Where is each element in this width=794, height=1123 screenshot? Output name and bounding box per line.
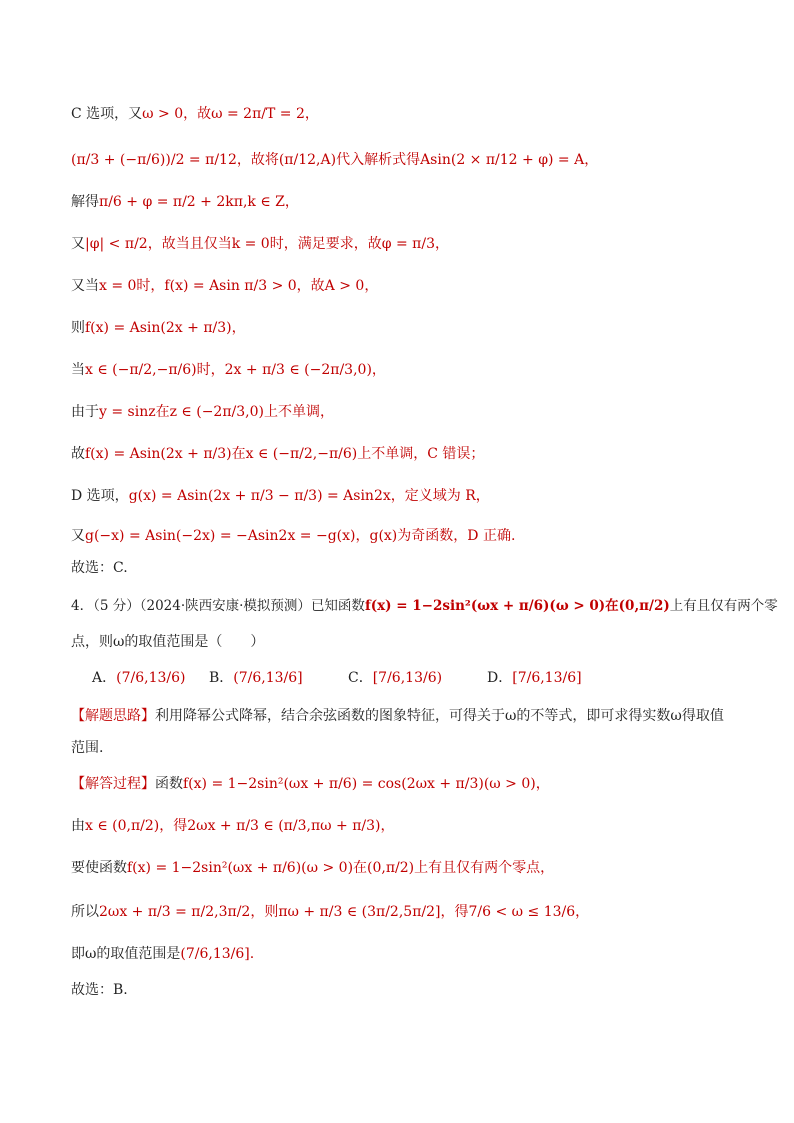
line-text: C 选项，又 — [71, 106, 143, 122]
option-letter: A． — [92, 670, 117, 686]
option-value: [7/6,13/6] — [512, 670, 582, 686]
line-text: 故选：B. — [71, 982, 128, 998]
solution-process-line-1 — [71, 774, 734, 794]
line-text: 又当 — [71, 278, 99, 294]
solution-line-phi-value — [71, 234, 734, 254]
solution-line-interval — [71, 360, 734, 380]
solution-line-c-wrong — [71, 444, 734, 464]
solution-line-substitute — [71, 150, 734, 170]
math-expression: y = sinz在z ∈ (−2π/3,0)上不单调， — [99, 404, 334, 420]
option-letter: D． — [487, 670, 513, 686]
math-expression: π/6 + φ = π/2 + 2kπ,k ∈ Z， — [99, 194, 299, 210]
line-text: 即ω的取值范围是 — [71, 946, 181, 962]
answer-line-b — [71, 980, 734, 1000]
question-score: （5 分） — [93, 598, 140, 614]
answer-line-c — [71, 558, 734, 578]
math-expression: |φ| < π/2，故当且仅当k = 0时，满足要求，故φ = π/3， — [85, 236, 449, 252]
solution-line-sinz — [71, 402, 734, 422]
line-text: 所以 — [71, 904, 99, 920]
option-d — [487, 668, 582, 688]
math-expression: g(−x) = Asin(−2x) = −Asin2x = −g(x)，g(x)为奇函数，D 正确. — [85, 528, 516, 544]
line-text: 又 — [71, 528, 85, 544]
math-expression: g(x) = Asin(2x + π/3 − π/3) = Asin2x，定义域为 R， — [128, 488, 490, 504]
analysis-line-1 — [71, 706, 734, 726]
math-expression: f(x) = Asin(2x + π/3)， — [85, 320, 246, 336]
line-text: 则 — [71, 320, 85, 336]
math-expression: x ∈ (−π/2,−π/6)时，2x + π/3 ∈ (−2π/3,0)， — [85, 362, 386, 378]
line-text: 故选：C. — [71, 560, 128, 576]
analysis-label: 【解题思路】 — [71, 708, 155, 724]
line-text: 由于 — [71, 404, 99, 420]
math-expression: (7/6,13/6]. — [180, 946, 255, 962]
question-stem-math: f(x) = 1−2sin²(ωx + π/6)(ω > 0)在(0,π/2) — [364, 598, 670, 614]
line-text: 又 — [71, 236, 85, 252]
question-stem-text: 上有且仅有两个零 — [669, 598, 778, 614]
math-expression: x ∈ (0,π/2)，得2ωx + π/3 ∈ (π/3,πω + π/3)， — [85, 818, 395, 834]
line-text: 要使函数 — [71, 860, 127, 876]
math-expression: 2ωx + π/3 = π/2,3π/2，则πω + π/3 ∈ (3π/2,5π/2]，得7/6 < ω ≤ 13/6， — [99, 904, 590, 920]
option-value: [7/6,13/6) — [372, 670, 443, 686]
option-value: (7/6,13/6] — [233, 670, 303, 686]
solution-label: 【解答过程】 — [71, 776, 155, 792]
question-4-stem-cont — [71, 632, 734, 652]
line-text: 由 — [71, 818, 85, 834]
question-stem-text: 点，则ω的取值范围是（ ） — [71, 634, 265, 650]
solution-line-c-omega — [71, 104, 734, 124]
solution-line-fx — [71, 318, 734, 338]
solution-line-solve-phi — [71, 192, 734, 212]
solution-process-line-4 — [71, 902, 734, 922]
option-letter: B． — [209, 670, 234, 686]
line-text: D 选项， — [71, 488, 129, 504]
line-text: 解得 — [71, 194, 99, 210]
question-stem-text: 已知函数 — [310, 598, 365, 614]
option-letter: C． — [348, 670, 373, 686]
line-text: 函数 — [155, 776, 183, 792]
option-value: (7/6,13/6) — [116, 670, 186, 686]
math-expression: f(x) = Asin(2x + π/3)在x ∈ (−π/2,−π/6)上不单调，C 错误； — [85, 446, 485, 462]
analysis-line-2 — [71, 738, 734, 758]
option-c — [348, 668, 442, 688]
math-expression: (π/3 + (−π/6))/2 = π/12，故将(π/12,A)代入解析式得Asin(2 × π/12 + φ) = A， — [71, 152, 599, 168]
math-expression: ω > 0，故ω = 2π/T = 2， — [142, 106, 319, 122]
line-text: 当 — [71, 362, 85, 378]
question-number: 4． — [71, 598, 94, 614]
math-expression: f(x) = 1−2sin²(ωx + π/6)(ω > 0)在(0,π/2)上有且仅有两个零点， — [127, 860, 555, 876]
solution-line-odd-function — [71, 526, 734, 546]
solution-process-line-3 — [71, 858, 734, 878]
solution-process-line-5 — [71, 944, 734, 964]
option-b — [209, 668, 303, 688]
question-source: （2024·陕西安康·模拟预测） — [139, 598, 311, 614]
math-expression: x = 0时，f(x) = Asin π/3 > 0，故A > 0， — [99, 278, 379, 294]
analysis-text: 利用降幂公式降幂，结合余弦函数的图象特征，可得关于ω的不等式，即可求得实数ω得取值 — [155, 708, 724, 724]
question-4-stem — [71, 596, 778, 616]
math-expression: f(x) = 1−2sin²(ωx + π/6) = cos(2ωx + π/3)(ω > 0)， — [183, 776, 550, 792]
solution-line-d-option — [71, 486, 734, 506]
analysis-text: 范围. — [71, 740, 104, 756]
line-text: 故 — [71, 446, 85, 462]
solution-process-line-2 — [71, 816, 734, 836]
solution-line-a-positive — [71, 276, 734, 296]
option-a — [92, 668, 185, 688]
